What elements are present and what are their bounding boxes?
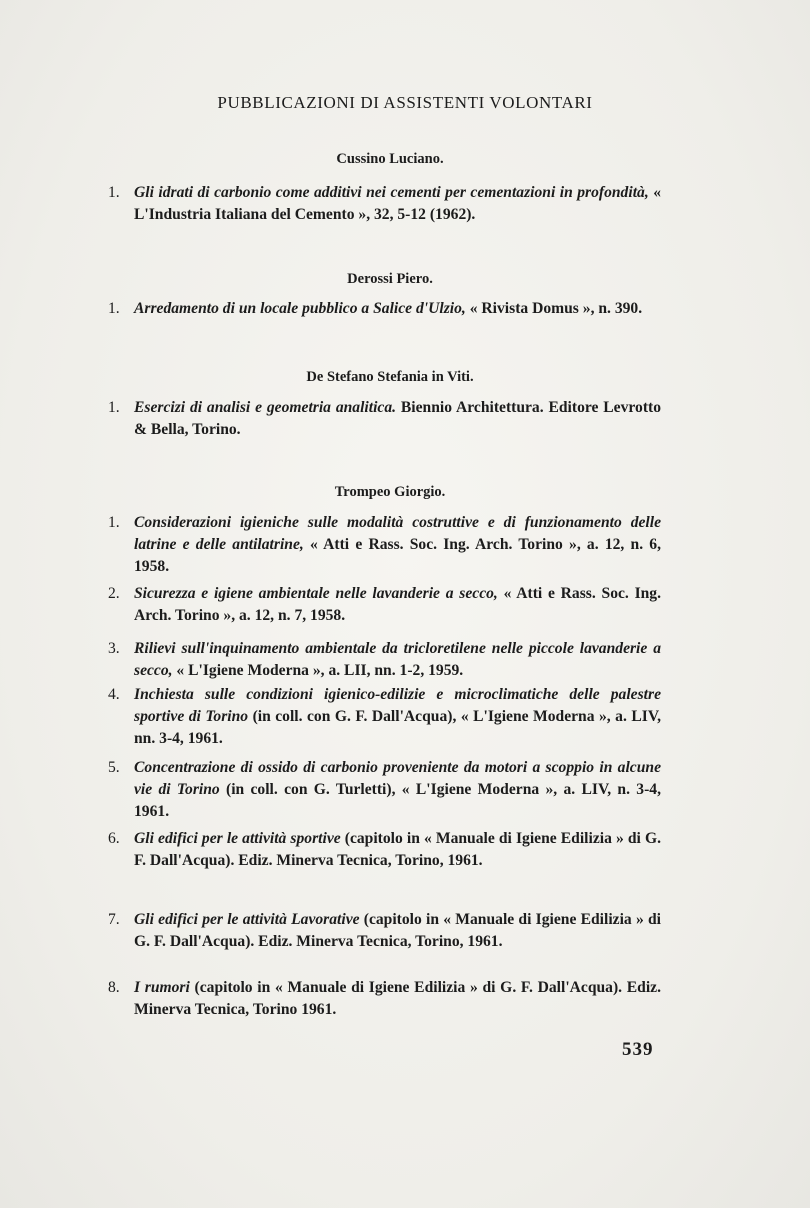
page-number: 539 [622,1039,654,1060]
entry-text [108,909,661,953]
entry-citation: « Atti e Rass. Soc. Ing. Arch. Torino », a. 12, n. 7, 1958. [134,585,662,624]
entry-number: 1. [108,399,120,416]
entry-citation: (in coll. con G. F. Dall'Acqua), « L'Igiene Moderna », a. LIV, nn. 3-4, 1961. [134,708,661,747]
publication-entry [108,512,661,578]
entry-text [108,757,661,823]
entry-text [108,182,661,226]
entry-text [108,298,661,320]
entry-title: Inchiesta sulle condizioni igienico-edilizie e microclimatiche delle palestre sportive di Torino [134,686,661,725]
entry-number: 7. [108,911,120,928]
publication-entry [108,757,661,823]
entry-number: 1. [108,514,120,531]
entry-citation: (capitolo in « Manuale di Igiene Edilizia » di G. F. Dall'Acqua). Ediz. Minerva Tecnica, Torino, 1961. [134,830,661,869]
publication-entry [108,638,661,682]
entry-number: 6. [108,830,120,847]
entry-text [108,638,661,682]
entry-citation: (in coll. con G. Turletti), « L'Igiene Moderna », a. LIV, n. 3-4, 1961. [134,781,661,820]
entry-number: 1. [108,184,120,201]
entry-number: 4. [108,686,120,703]
publication-entry [108,583,661,627]
publication-entry [108,909,661,953]
publication-entry [108,684,661,750]
entry-text [108,684,661,750]
entry-text [108,583,661,627]
entry-title: Arredamento di un locale pubblico a Salice d'Ulzio, [134,300,466,317]
author-heading: Trompeo Giorgio. [334,484,446,500]
entry-title: Sicurezza e igiene ambientale nelle lavanderie a secco, [134,585,498,602]
entry-citation: « L'Igiene Moderna », a. LII, nn. 1-2, 1959. [172,662,464,679]
publication-entry [108,977,661,1021]
entry-text [108,512,661,578]
entry-title: Esercizi di analisi e geometria analitica. [134,399,397,416]
entry-number: 2. [108,585,120,602]
entry-text [108,397,661,441]
entry-title: Considerazioni igieniche sulle modalità costruttive e di funzionamento delle latrine e delle antilatrine, [134,514,661,553]
publication-entry [108,397,661,441]
entry-number: 5. [108,759,120,776]
entry-citation: « Atti e Rass. Soc. Ing. Arch. Torino », a. 12, n. 6, 1958. [134,536,661,575]
entry-number: 8. [108,979,120,996]
publication-entry [108,182,661,226]
entry-citation: (capitolo in « Manuale di Igiene Edilizia » di G. F. Dall'Acqua). Ediz. Minerva Tecnica, Torino, 1961. [134,911,661,950]
entry-text [108,977,661,1021]
entry-title: Gli edifici per le attività Lavorative [134,911,360,928]
entry-text [108,828,661,872]
entry-citation: « Rivista Domus », n. 390. [465,300,643,317]
entry-citation: « L'Industria Italiana del Cemento », 32, 5-12 (1962). [134,184,661,223]
entry-title: Gli edifici per le attività sportive [134,830,341,847]
publication-entry [108,298,661,320]
entry-title: Concentrazione di ossido di carbonio proveniente da motori a scoppio in alcune vie di Torino [134,759,661,798]
author-heading: Cussino Luciano. [336,151,444,167]
author-heading: Derossi Piero. [347,271,433,287]
entry-citation: (capitolo in « Manuale di Igiene Edilizia » di G. F. Dall'Acqua). Ediz. Minerva Tecnica, Torino 1961. [134,979,661,1018]
publication-entry [108,828,661,872]
page-title: PUBBLICAZIONI DI ASSISTENTI VOLONTARI [217,93,593,112]
author-heading: De Stefano Stefania in Viti. [306,369,474,385]
entry-title: Gli idrati di carbonio come additivi nei cementi per cementazioni in profondità, [134,184,649,201]
entry-title: I rumori [134,979,190,996]
entry-title: Rilievi sull'inquinamento ambientale da tricloretilene nelle piccole lavanderie a secco, [134,640,661,679]
entry-number: 1. [108,300,120,317]
entry-number: 3. [108,640,120,657]
entry-citation: Biennio Architettura. Editore Levrotto & Bella, Torino. [134,399,662,438]
